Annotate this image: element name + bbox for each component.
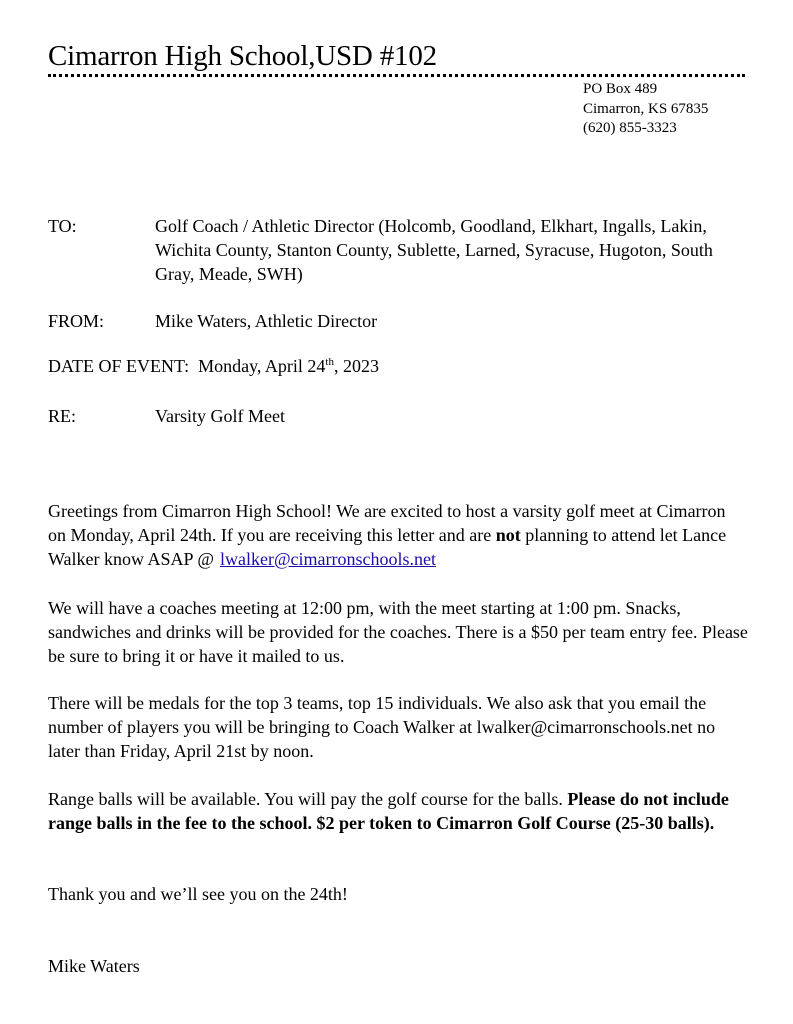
greeting-bold-not: not — [495, 525, 521, 545]
date-year: , 2023 — [333, 356, 379, 376]
address-phone: (620) 855-3323 — [583, 120, 677, 136]
memo-to-label: TO: — [48, 216, 77, 236]
date-ordinal: th — [325, 356, 334, 368]
range-text: Range balls will be available. You will pay the golf course for the balls. — [48, 789, 568, 809]
paragraph-schedule: We will have a coaches meeting at 12:00 pm, with the meet starting at 1:00 pm. Snacks, sandwiches and drinks will be provided for the coaches. There is a $50 per team entry fee. Please be sure to bring it or have it mailed to us. — [48, 598, 748, 666]
memo-date — [48, 356, 379, 377]
paragraph-closing: Thank you and we’ll see you on the 24th! — [48, 884, 348, 904]
greeting-text: Greetings from Cimarron High School! We are excited to host a varsity golf meet at Cimarron on Monday, April 24th. If you are receiving this letter and are — [48, 501, 726, 545]
paragraph-medals: There will be medals for the top 3 teams, top 15 individuals. We also ask that you email the number of players you will be bringing to Coach Walker at lwalker@cimarronschools.net no later than Friday, April 21st by noon. — [48, 693, 716, 761]
memo-from-value: Mike Waters, Athletic Director — [155, 311, 378, 331]
school-title: Cimarron High School,USD #102 — [48, 40, 437, 72]
paragraph-greeting — [48, 499, 748, 571]
school-address — [583, 80, 708, 139]
memo-to-value: Golf Coach / Athletic Director (Holcomb, Goodland, Elkhart, Ingalls, Lakin, Wichita County, Stanton County, Sublette, Larned, Syracuse, Hugoton, South Gray, Meade, SWH) — [155, 216, 713, 284]
address-po-box: PO Box 489 — [583, 81, 658, 97]
dotted-divider — [48, 74, 745, 77]
address-city: Cimarron, KS 67835 — [583, 100, 709, 117]
signature: Mike Waters — [48, 956, 140, 976]
memo-re-label: RE: — [48, 406, 77, 426]
paragraph-range-balls — [48, 787, 748, 835]
memo-date-value — [198, 356, 379, 376]
range-bold-text: Please do not include range balls in the fee to the school. $2 per token to Cimarron Golf Course (25-30 balls). — [48, 789, 729, 833]
memo-from-label: FROM: — [48, 311, 105, 331]
greeting-text-2: planning to attend let Lance Walker know ASAP @ — [48, 525, 727, 569]
email-link[interactable]: lwalker@cimarronschools.net — [219, 549, 436, 569]
memo-date-label: DATE OF EVENT: — [48, 356, 190, 376]
date-text: Monday, April 24 — [198, 356, 326, 376]
memo-re-value: Varsity Golf Meet — [155, 406, 285, 426]
